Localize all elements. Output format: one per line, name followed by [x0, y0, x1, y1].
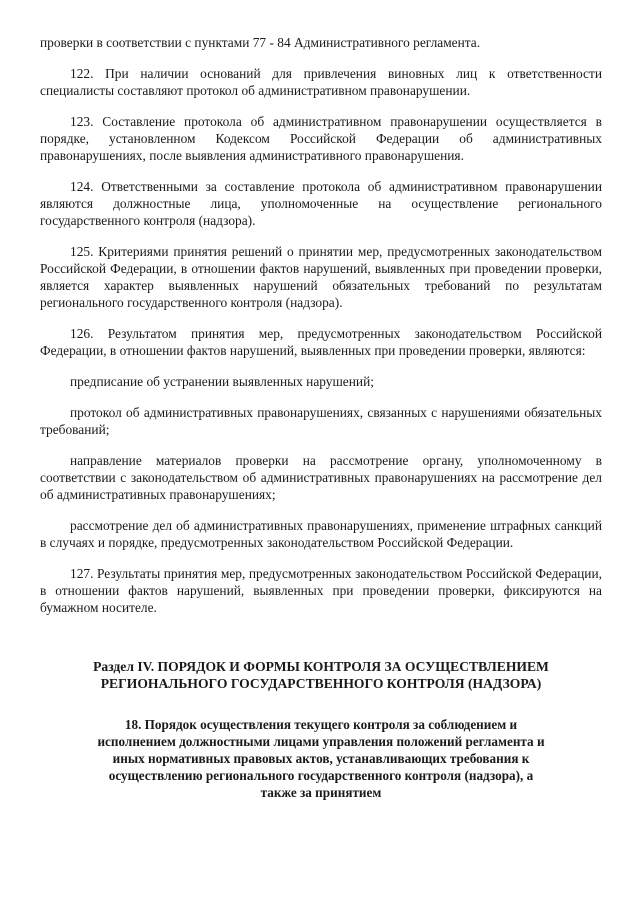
list-item-protocol: протокол об административных правонарушениях, связанных с нарушениями обязательных требований;: [40, 405, 602, 437]
section-heading: Раздел IV. ПОРЯДОК И ФОРМЫ КОНТРОЛЯ ЗА ОСУЩЕСТВЛЕНИЕМ РЕГИОНАЛЬНОГО ГОСУДАРСТВЕННОГО КОНТРОЛЯ (НАДЗОРА): [93, 659, 549, 691]
list-item-referral: направление материалов проверки на рассмотрение органу, уполномоченному в соответствии с законодательством об административных правонарушениях на рассмотрение дел об административных правонарушениях;: [40, 453, 602, 502]
paragraph-126: 126. Результатом принятия мер, предусмотренных законодательством Российской Федерации, в отношении фактов нарушений, выявленных при проведении проверки, являются:: [40, 326, 602, 358]
list-item-consideration: рассмотрение дел об административных правонарушениях, применение штрафных санкций в случаях и порядке, предусмотренных законодательством Российской Федерации.: [40, 518, 602, 550]
paragraph-125: 125. Критериями принятия решений о принятии мер, предусмотренных законодательством Российской Федерации, в отношении фактов нарушений, выявленных при проведении проверки, является характер выявленных нарушений обязательных требований по результатам регионального государственного контроля (надзора).: [40, 244, 602, 310]
paragraph-123: 123. Составление протокола об административном правонарушении осуществляется в порядке, установленном Кодексом Российской Федерации об административных правонарушениях, после выявления административного правонарушения.: [40, 114, 602, 163]
paragraph-124: 124. Ответственными за составление протокола об административном правонарушении являются должностные лица, уполномоченные на осуществление регионального государственного контроля (надзора).: [40, 179, 602, 228]
list-item-prescription: предписание об устранении выявленных нарушений;: [70, 374, 374, 389]
document-body: [40, 34, 602, 801]
subsection-heading: 18. Порядок осуществления текущего контроля за соблюдением и исполнением должностными лицами управления положений регламента и иных нормативных правовых актов, устанавливающих требования к осуществлению регионального государственного контроля (надзора), а также за принятием: [97, 717, 545, 800]
paragraph-127: 127. Результаты принятия мер, предусмотренных законодательством Российской Федерации, в отношении фактов нарушений, выявленных при проведении проверки, фиксируются на бумажном носителе.: [40, 566, 602, 615]
paragraph-continuation: проверки в соответствии с пунктами 77 - 84 Административного регламента.: [40, 35, 481, 50]
paragraph-122: 122. При наличии оснований для привлечения виновных лиц к ответственности специалисты составляют протокол об административном правонарушении.: [40, 66, 602, 98]
